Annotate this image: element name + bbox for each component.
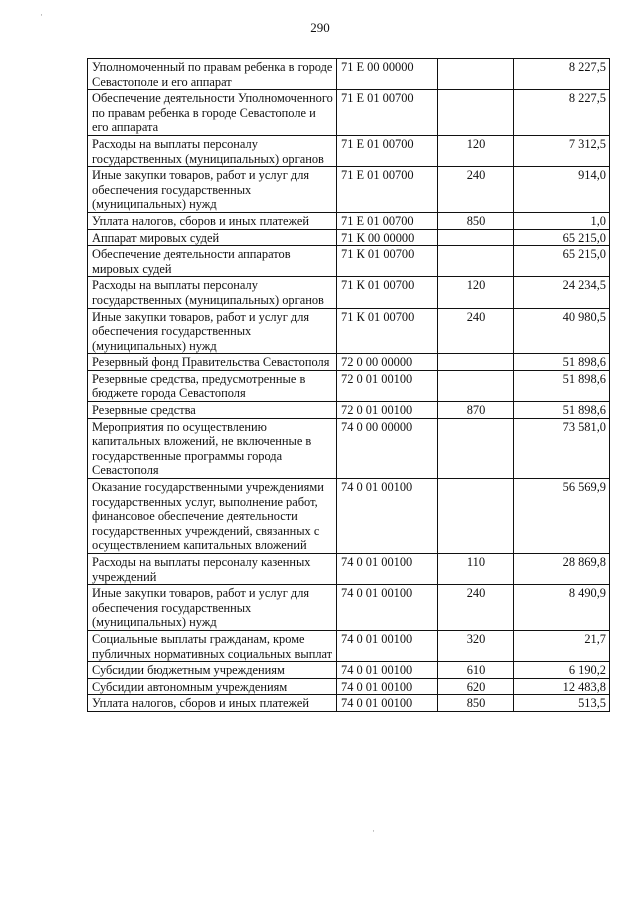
row-type-cell: 870 xyxy=(438,402,514,419)
row-type-cell xyxy=(438,229,514,246)
table-row xyxy=(88,678,610,695)
row-amount-cell: 914,0 xyxy=(514,167,610,213)
row-name-cell: Резервные средства xyxy=(88,402,337,419)
row-type-cell xyxy=(438,90,514,136)
row-type-cell xyxy=(438,246,514,277)
row-code-cell: 71 Е 01 00700 xyxy=(337,90,438,136)
budget-table-body xyxy=(88,59,610,712)
row-name-cell: Обеспечение деятельности аппаратов мировых судей xyxy=(88,246,337,277)
row-amount-cell: 65 215,0 xyxy=(514,229,610,246)
table-row xyxy=(88,59,610,90)
table-row xyxy=(88,212,610,229)
row-code-cell: 74 0 01 00100 xyxy=(337,554,438,585)
row-name-cell: Иные закупки товаров, работ и услуг для обеспечения государственных (муниципальных) нужд xyxy=(88,167,337,213)
row-amount-cell: 6 190,2 xyxy=(514,662,610,679)
row-code-cell: 74 0 01 00100 xyxy=(337,479,438,554)
row-name-cell: Резервные средства, предусмотренные в бюджете города Севастополя xyxy=(88,370,337,401)
row-code-cell: 74 0 00 00000 xyxy=(337,418,438,478)
row-type-cell xyxy=(438,479,514,554)
row-code-cell: 72 0 01 00100 xyxy=(337,402,438,419)
row-amount-cell: 56 569,9 xyxy=(514,479,610,554)
table-row xyxy=(88,370,610,401)
row-name-cell: Уполномоченный по правам ребенка в городе Севастополе и его аппарат xyxy=(88,59,337,90)
table-row xyxy=(88,229,610,246)
table-row xyxy=(88,308,610,354)
table-row xyxy=(88,479,610,554)
row-name-cell: Уплата налогов, сборов и иных платежей xyxy=(88,212,337,229)
row-code-cell: 71 Е 01 00700 xyxy=(337,167,438,213)
row-amount-cell: 51 898,6 xyxy=(514,354,610,371)
row-type-cell: 120 xyxy=(438,135,514,166)
scan-speck: · xyxy=(372,826,375,836)
row-type-cell: 850 xyxy=(438,695,514,712)
row-code-cell: 71 Е 01 00700 xyxy=(337,212,438,229)
table-row xyxy=(88,90,610,136)
row-name-cell: Иные закупки товаров, работ и услуг для обеспечения государственных (муниципальных) нужд xyxy=(88,585,337,631)
table-row xyxy=(88,246,610,277)
table-row xyxy=(88,554,610,585)
row-code-cell: 71 Е 01 00700 xyxy=(337,135,438,166)
table-row xyxy=(88,585,610,631)
row-type-cell xyxy=(438,59,514,90)
row-type-cell: 240 xyxy=(438,308,514,354)
table-row xyxy=(88,630,610,661)
table-row xyxy=(88,402,610,419)
table-row xyxy=(88,277,610,308)
row-code-cell: 71 К 01 00700 xyxy=(337,308,438,354)
row-type-cell: 240 xyxy=(438,167,514,213)
budget-table xyxy=(87,58,610,712)
row-name-cell: Оказание государственными учреждениями государственных услуг, выполнение работ, финансовое обеспечение деятельности государственных учреждений, связанных с осуществлением капитальных вложений xyxy=(88,479,337,554)
row-amount-cell: 21,7 xyxy=(514,630,610,661)
row-amount-cell: 7 312,5 xyxy=(514,135,610,166)
row-type-cell xyxy=(438,418,514,478)
row-name-cell: Аппарат мировых судей xyxy=(88,229,337,246)
row-amount-cell: 51 898,6 xyxy=(514,402,610,419)
row-code-cell: 72 0 00 00000 xyxy=(337,354,438,371)
row-amount-cell: 1,0 xyxy=(514,212,610,229)
row-type-cell: 120 xyxy=(438,277,514,308)
row-name-cell: Социальные выплаты гражданам, кроме публичных нормативных социальных выплат xyxy=(88,630,337,661)
table-row xyxy=(88,695,610,712)
row-name-cell: Субсидии автономным учреждениям xyxy=(88,678,337,695)
row-name-cell: Иные закупки товаров, работ и услуг для обеспечения государственных (муниципальных) нужд xyxy=(88,308,337,354)
row-amount-cell: 8 490,9 xyxy=(514,585,610,631)
table-row xyxy=(88,135,610,166)
row-amount-cell: 12 483,8 xyxy=(514,678,610,695)
row-name-cell: Мероприятия по осуществлению капитальных вложений, не включенные в государственные программы города Севастополя xyxy=(88,418,337,478)
row-amount-cell: 73 581,0 xyxy=(514,418,610,478)
row-type-cell: 620 xyxy=(438,678,514,695)
row-amount-cell: 24 234,5 xyxy=(514,277,610,308)
row-name-cell: Резервный фонд Правительства Севастополя xyxy=(88,354,337,371)
row-type-cell: 320 xyxy=(438,630,514,661)
row-code-cell: 71 К 00 00000 xyxy=(337,229,438,246)
row-type-cell: 240 xyxy=(438,585,514,631)
table-row xyxy=(88,418,610,478)
row-code-cell: 71 К 01 00700 xyxy=(337,277,438,308)
row-name-cell: Субсидии бюджетным учреждениям xyxy=(88,662,337,679)
row-code-cell: 74 0 01 00100 xyxy=(337,662,438,679)
row-code-cell: 74 0 01 00100 xyxy=(337,585,438,631)
row-amount-cell: 65 215,0 xyxy=(514,246,610,277)
row-type-cell: 610 xyxy=(438,662,514,679)
row-amount-cell: 8 227,5 xyxy=(514,90,610,136)
row-type-cell: 850 xyxy=(438,212,514,229)
row-type-cell xyxy=(438,354,514,371)
row-code-cell: 71 Е 00 00000 xyxy=(337,59,438,90)
table-row xyxy=(88,662,610,679)
row-name-cell: Обеспечение деятельности Уполномоченного по правам ребенка в городе Севастополе и его аппарата xyxy=(88,90,337,136)
table-row xyxy=(88,354,610,371)
row-code-cell: 74 0 01 00100 xyxy=(337,678,438,695)
row-type-cell: 110 xyxy=(438,554,514,585)
row-code-cell: 71 К 01 00700 xyxy=(337,246,438,277)
row-code-cell: 72 0 01 00100 xyxy=(337,370,438,401)
row-name-cell: Уплата налогов, сборов и иных платежей xyxy=(88,695,337,712)
row-amount-cell: 40 980,5 xyxy=(514,308,610,354)
row-code-cell: 74 0 01 00100 xyxy=(337,695,438,712)
row-amount-cell: 8 227,5 xyxy=(514,59,610,90)
row-type-cell xyxy=(438,370,514,401)
row-amount-cell: 513,5 xyxy=(514,695,610,712)
row-amount-cell: 51 898,6 xyxy=(514,370,610,401)
page-number: 290 xyxy=(310,20,330,35)
row-name-cell: Расходы на выплаты персоналу государственных (муниципальных) органов xyxy=(88,135,337,166)
row-name-cell: Расходы на выплаты персоналу казенных учреждений xyxy=(88,554,337,585)
table-row xyxy=(88,167,610,213)
row-amount-cell: 28 869,8 xyxy=(514,554,610,585)
row-code-cell: 74 0 01 00100 xyxy=(337,630,438,661)
row-name-cell: Расходы на выплаты персоналу государственных (муниципальных) органов xyxy=(88,277,337,308)
scan-speck: · xyxy=(40,10,43,20)
